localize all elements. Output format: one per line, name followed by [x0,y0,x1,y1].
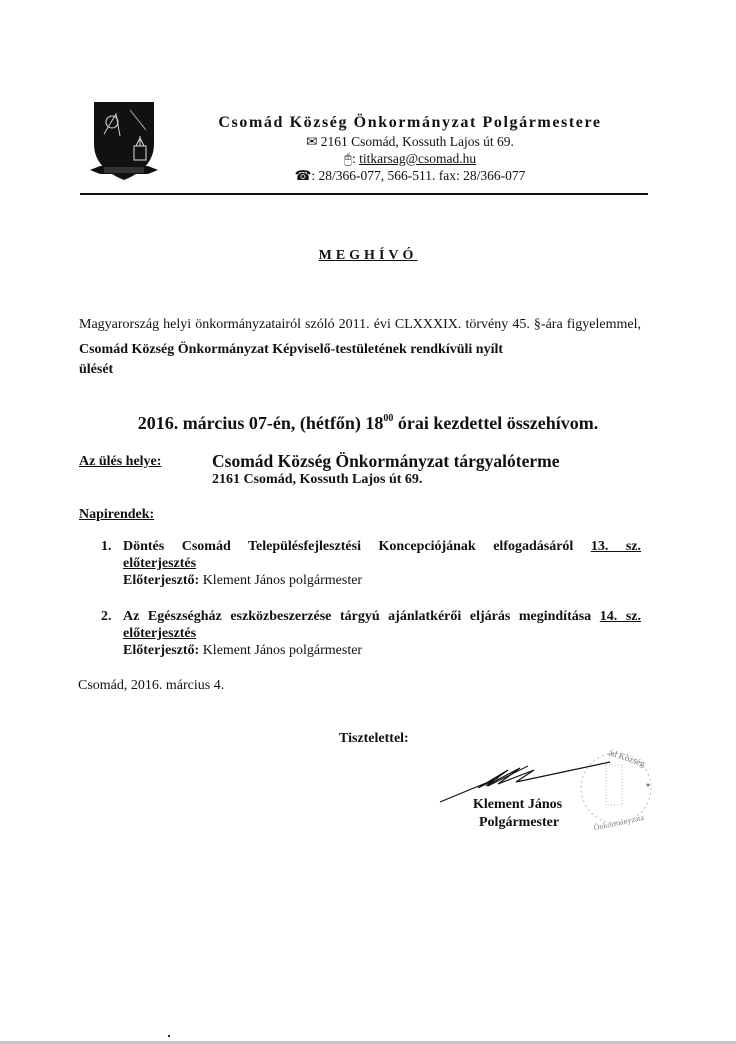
municipal-crest-icon [90,100,158,182]
intro-plain-text: Magyarország helyi önkormányzatairól szóló 2011. évi CLXXXIX. törvény 45. §-ára figyelemmel, [79,317,641,332]
closing-salutation: Tisztelettel: [339,731,409,746]
agenda-item [101,538,641,589]
document-title: MEGHÍVÓ [318,248,418,263]
agenda-item [101,608,641,659]
scan-artifact [168,1035,170,1037]
phone-line [190,168,630,184]
signer-name: Klement János [473,797,563,812]
agenda-presenter: Előterjesztő: Klement János polgármester [123,643,363,658]
email-prefix: : [351,151,360,166]
envelope-icon: ✉ [306,134,318,149]
email-link[interactable]: titkarsag@csomad.hu [359,151,477,166]
signer-title: Polgármester [479,815,560,830]
venue-address: 2161 Csomád, Kossuth Lajos út 69. [212,472,423,487]
agenda-number: 2. [101,609,112,624]
agenda-reference: előterjesztés [123,626,197,641]
meeting-date: 2016. március 07-én, (hétfőn) $18^{00}$ órai kezdettel összehívom. [137,413,599,433]
intro-bold-text: Csomád Község Önkormányzat Képviselő-testületének rendkívüli nyílt [79,342,504,357]
venue-label: Az ülés helye: [79,454,162,469]
venue-name: Csomád Község Önkormányzat tárgyalóterme [212,451,560,471]
header-divider [80,193,648,195]
svg-text:ád Község: ád Község [607,747,647,769]
agenda-label: Napirendek: [79,507,155,522]
intro-paragraph [79,312,641,362]
computer-icon: 🖰 [343,151,352,166]
address-line [190,134,630,150]
agenda-number: 1. [101,539,112,554]
telephone-icon: ☎ [294,168,312,183]
place-and-date: Csomád, 2016. március 4. [78,678,225,693]
organization-title: Csomád Község Önkormányzat Polgármestere [218,114,602,131]
official-stamp-icon [580,745,658,831]
agenda-title: Az Egészségház eszközbeszerzése tárgyú ajánlatkérői eljárás megindítása 14. sz. [123,609,641,624]
agenda-reference: előterjesztés [123,556,197,571]
email-line [190,151,630,167]
agenda-presenter: Előterjesztő: Klement János polgármester [123,573,363,588]
agenda-title: Döntés Csomád Településfejlesztési Koncepciójának elfogadásáról 13. sz. [123,539,641,554]
intro-bold-end: ülését [79,362,114,377]
svg-text:Önkormányzata: Önkormányzata [592,812,645,831]
phone-text: : 28/366-077, 566-511. fax: 28/366-077 [311,168,526,183]
address-text: 2161 Csomád, Kossuth Lajos út 69. [320,134,514,149]
